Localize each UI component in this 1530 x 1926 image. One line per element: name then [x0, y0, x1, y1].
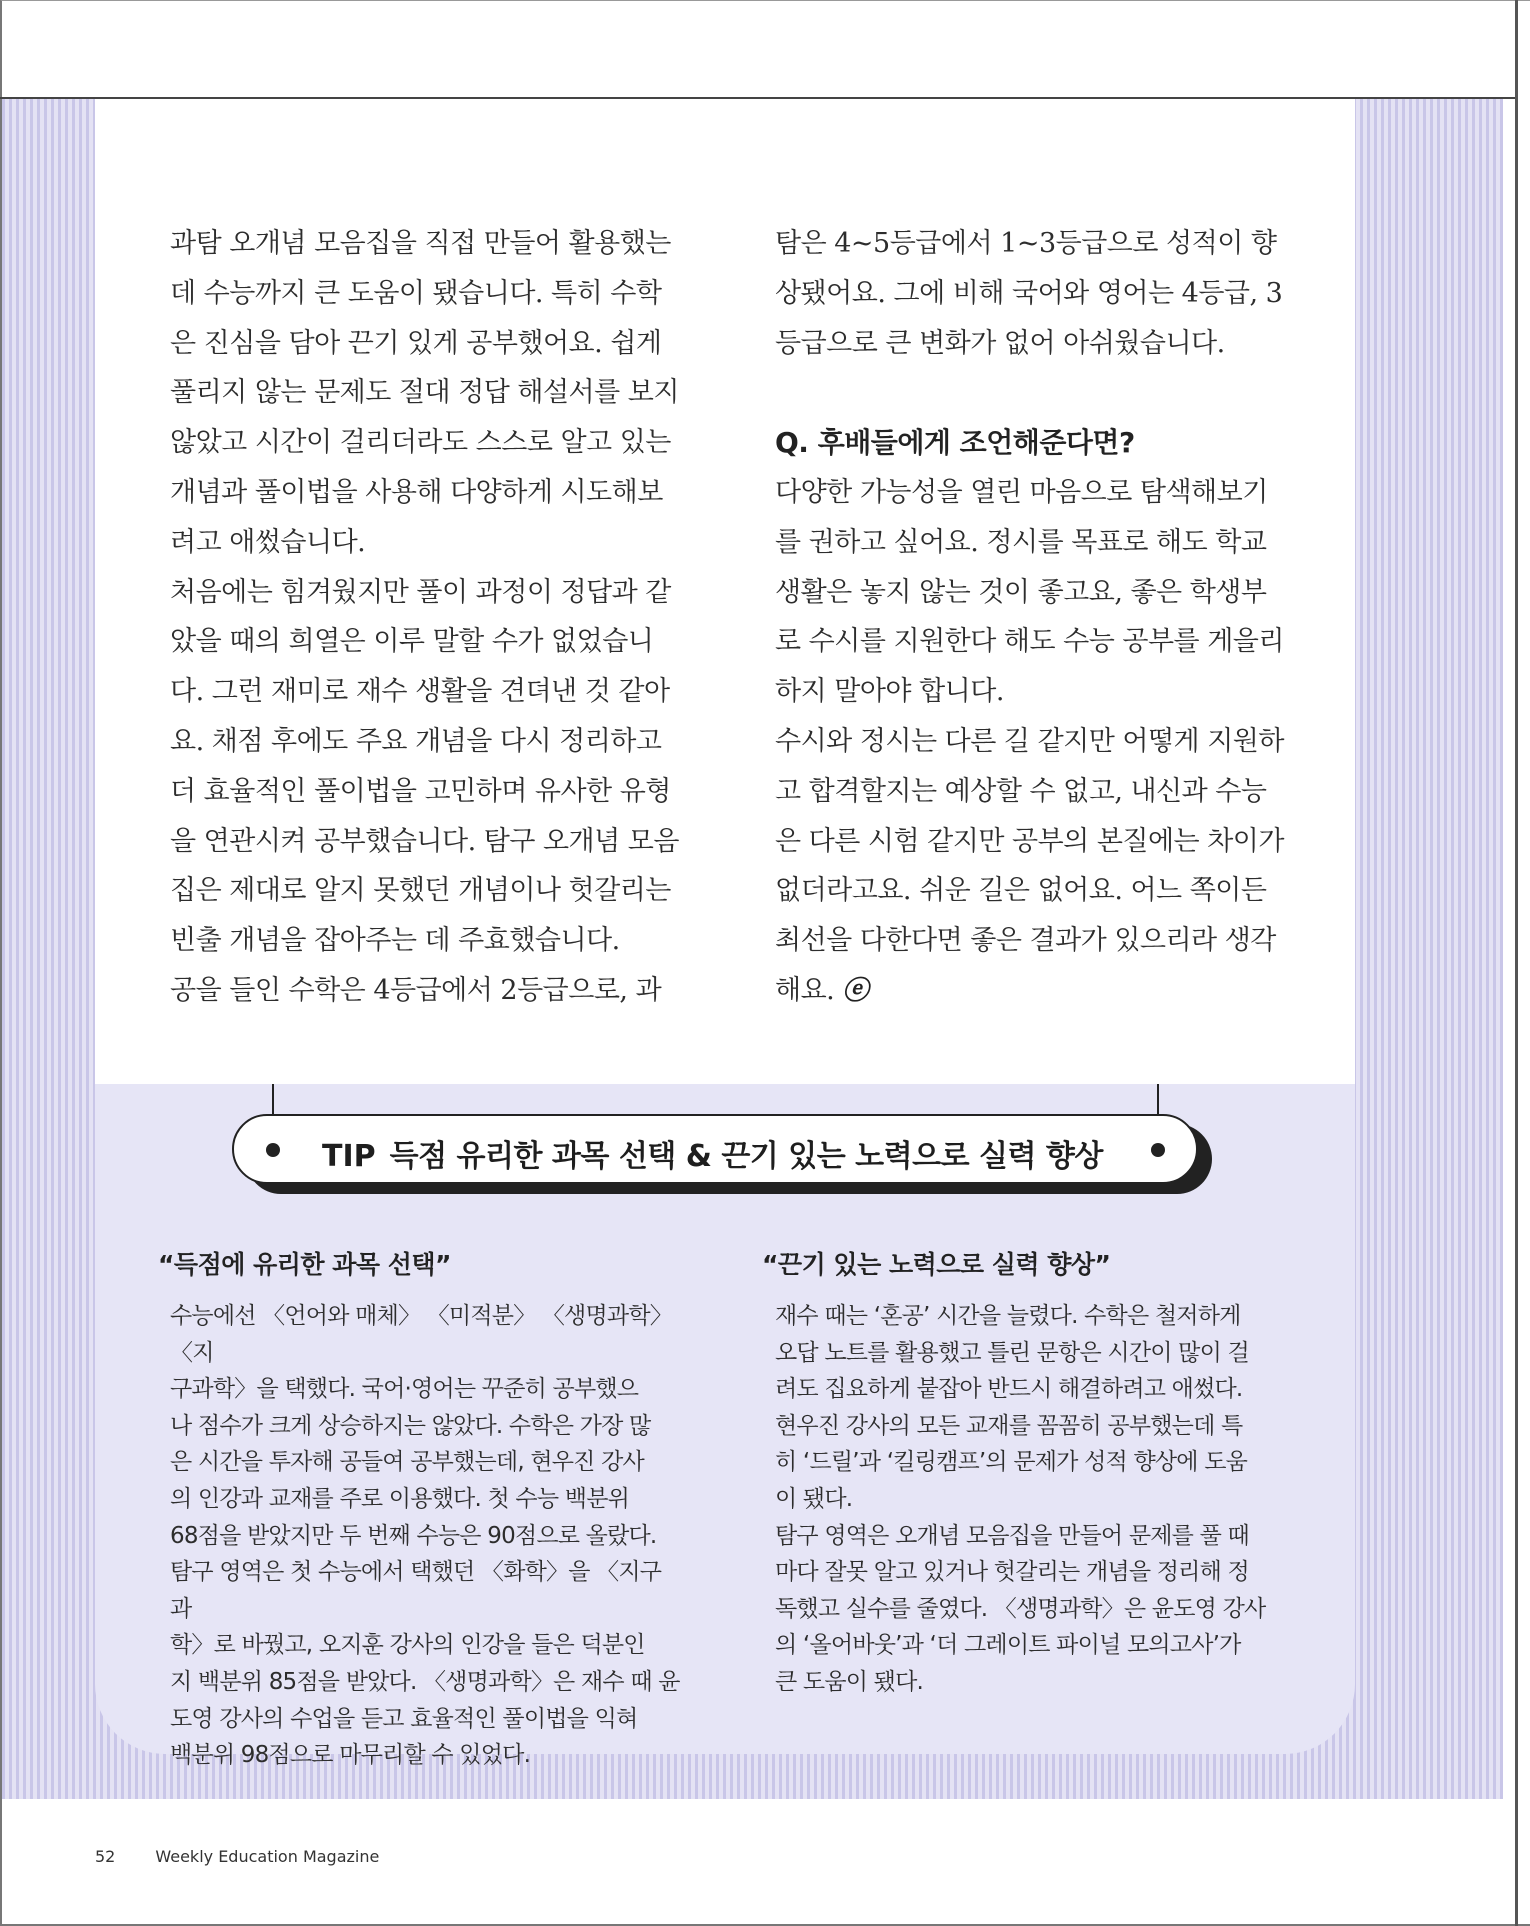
end-mark-icon: ⓔ — [842, 975, 868, 1006]
body-line: 하지 말아야 합니다. — [775, 676, 1004, 708]
page-footer — [95, 1847, 379, 1866]
tip-line: 탐구 영역은 오개념 모음집을 만들어 문제를 풀 때 — [775, 1522, 1249, 1549]
tip-line: 려도 집요하게 붙잡아 반드시 해결하려고 애썼다. — [775, 1376, 1243, 1403]
body-line: 다양한 가능성을 열린 마음으로 탐색해보기 — [775, 476, 1268, 508]
tip-left-heading: “득점에 유리한 과목 선택” — [158, 1250, 451, 1279]
body-line: 과탐 오개념 모음집을 직접 만들어 활용했는 — [170, 228, 671, 259]
body-line: 생활은 놓지 않는 것이 좋고요, 좋은 학생부 — [775, 576, 1267, 608]
tip-line: 나 점수가 크게 상승하지는 않았다. 수학은 가장 많 — [170, 1412, 651, 1439]
tip-line: 오답 노트를 활용했고 틀린 문항은 시간이 많이 걸 — [775, 1339, 1249, 1366]
tip-line: 68점을 받았지만 두 번째 수능은 90점으로 올랐다. — [170, 1522, 657, 1549]
body-line: 않았고 시간이 걸리더라도 스스로 알고 있는 — [170, 427, 671, 459]
body-line: 데 수능까지 큰 도움이 됐습니다. 특히 수학 — [170, 277, 662, 309]
body-line: 고 합격할지는 예상할 수 없고, 내신과 수능 — [775, 775, 1267, 807]
tip-line: 독했고 실수를 줄였다. 〈생명과학〉은 윤도영 강사 — [775, 1595, 1266, 1622]
body-line: 처음에는 힘겨웠지만 풀이 과정이 정답과 같 — [170, 576, 671, 608]
tip-left-text — [170, 1298, 680, 1774]
body-line: 로 수시를 지원한다 해도 수능 공부를 게을리 — [775, 626, 1284, 658]
body-line: 풀리지 않는 문제도 절대 정답 해설서를 보지 — [170, 377, 679, 409]
body-line-final — [775, 966, 1295, 1017]
article-left-column — [170, 219, 680, 1016]
body-line: 은 진심을 담아 끈기 있게 공부했어요. 쉽게 — [170, 327, 662, 359]
tip-line: 히 ‘드릴’과 ‘킬링캠프’의 문제가 성적 향상에 도움 — [775, 1449, 1248, 1476]
tip-line: 재수 때는 ‘혼공’ 시간을 늘렸다. 수학은 철저하게 — [775, 1303, 1241, 1329]
body-line: 수시와 정시는 다른 길 같지만 어떻게 지원하 — [775, 725, 1284, 757]
tip-label: TIP — [322, 1139, 376, 1174]
body-line: 은 다른 시험 같지만 공부의 본질에는 차이가 — [775, 825, 1284, 857]
paragraph-gap — [775, 368, 1295, 418]
tip-line: 도영 강사의 수업을 듣고 효율적인 풀이법을 익혀 — [170, 1705, 638, 1732]
body-line: 요. 채점 후에도 주요 개념을 다시 정리하고 — [170, 725, 662, 757]
tip-line: 학〉로 바꿨고, 오지훈 강사의 인강을 들은 덕분인 — [170, 1632, 645, 1659]
body-line: 려고 애썼습니다. — [170, 526, 366, 558]
question-heading: Q. 후배들에게 조언해준다면? — [775, 426, 1135, 460]
body-line: 았을 때의 희열은 이루 말할 수가 없었습니 — [170, 626, 654, 658]
body-line: 다. 그런 재미로 재수 생활을 견뎌낸 것 같아 — [170, 676, 670, 708]
body-line: 개념과 풀이법을 사용해 다양하게 시도해보 — [170, 476, 663, 508]
body-line: 집은 제대로 알지 못했던 개념이나 헛갈리는 — [170, 875, 671, 907]
body-line: 을 연관시켜 공부했습니다. 탐구 오개념 모음 — [170, 825, 679, 857]
tip-line: 은 시간을 투자해 공들여 공부했는데, 현우진 강사 — [170, 1449, 644, 1476]
tip-line: 큰 도움이 됐다. — [775, 1668, 924, 1695]
tip-dot-left — [266, 1143, 280, 1157]
body-line: 빈출 개념을 잡아주는 데 주효했습니다. — [170, 925, 620, 957]
tip-line: 구과학〉을 택했다. 국어·영어는 꾸준히 공부했으 — [170, 1376, 639, 1403]
page-edge — [1515, 0, 1518, 1926]
page-number: 52 — [95, 1847, 116, 1866]
magazine-name: Weekly Education Magazine — [155, 1847, 380, 1866]
tip-line: 의 인강과 교재를 주로 이용했다. 첫 수능 백분위 — [170, 1485, 630, 1512]
body-line: 더 효율적인 풀이법을 고민하며 유사한 유형 — [170, 775, 671, 807]
tip-right-text — [775, 1298, 1295, 1701]
tip-line: 탐구 영역은 첫 수능에서 택했던 〈화학〉을 〈지구과 — [170, 1559, 662, 1622]
article-right-column — [775, 219, 1295, 1017]
body-line: 탐은 4~5등급에서 1~3등급으로 성적이 향 — [775, 228, 1277, 259]
body-line: 없더라고요. 쉬운 길은 없어요. 어느 쪽이든 — [775, 875, 1267, 907]
tip-line: 마다 잘못 알고 있거나 헛갈리는 개념을 정리해 정 — [775, 1559, 1249, 1586]
tip-line: 의 ‘올어바웃’과 ‘더 그레이트 파이널 모의고사’가 — [775, 1632, 1241, 1659]
tip-line: 백분위 98점으로 마무리할 수 있었다. — [170, 1742, 531, 1769]
tip-right-heading: “끈기 있는 노력으로 실력 향상” — [762, 1250, 1111, 1279]
body-line: 최선을 다한다면 좋은 결과가 있으리라 생각 — [775, 925, 1276, 957]
tip-line: 현우진 강사의 모든 교재를 꼼꼼히 공부했는데 특 — [775, 1412, 1243, 1439]
tip-title-text: 득점 유리한 과목 선택 & 끈기 있는 노력으로 실력 향상 — [389, 1139, 1103, 1174]
tip-title — [322, 1131, 1103, 1175]
tip-line: 수능에선 〈언어와 매체〉 〈미적분〉 〈생명과학〉 〈지 — [170, 1303, 672, 1366]
final-line-text: 해요. — [775, 974, 835, 1006]
tip-line: 이 됐다. — [775, 1485, 853, 1512]
tip-line: 지 백분위 85점을 받았다. 〈생명과학〉은 재수 때 윤 — [170, 1668, 680, 1695]
body-line: 공을 들인 수학은 4등급에서 2등급으로, 과 — [170, 974, 662, 1006]
body-line: 등급으로 큰 변화가 없어 아쉬웠습니다. — [775, 327, 1225, 359]
body-line: 상됐어요. 그에 비해 국어와 영어는 4등급, 3 — [775, 277, 1283, 309]
tip-dot-right — [1151, 1143, 1165, 1157]
body-line: 를 권하고 싶어요. 정시를 목표로 해도 학교 — [775, 526, 1267, 558]
